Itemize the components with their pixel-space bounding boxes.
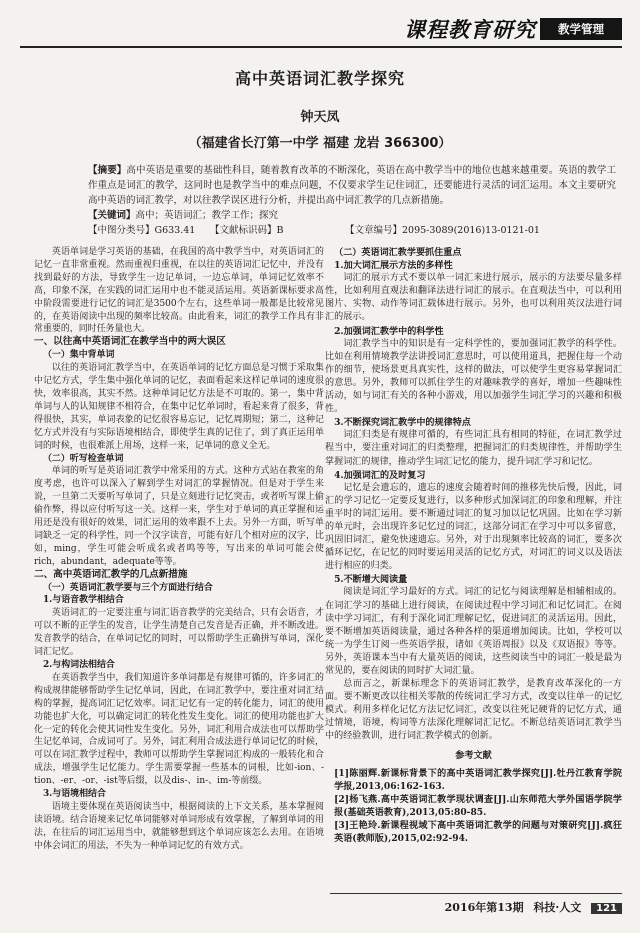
journal-name: 科技·人文 — [533, 901, 582, 914]
body-paragraph: 记忆是会遗忘的，遗忘的速度会随着时间的推移先快后慢，因此，词汇的学习记忆一定要反复进行，以多种形式加深词汇的印象和理解，并注重平时的词汇运用。要不断通过词汇的复习加以记忆巩固。比如在学习新的单元时，会出现许多记忆过的词汇，这部分词汇在学习中可以多留意，巩固旧词汇，避免快速遗忘。另外，对于出现频率比较高的词汇，要多次循环记忆，在记忆的同时要运用灵活的记忆方式，对词汇的词义以及语法进行相应的归类。 — [325, 482, 622, 572]
footer-divider — [330, 893, 622, 894]
page-number: 121 — [591, 903, 622, 914]
body-paragraph: 词汇教学当中的知识是有一定科学性的，要加强词汇教学的科学性。比如在利用情境教学法讲授词汇意思时，可以使用道具，把握住每一个动作的细节，使场景更具真实性，这样的做法，可以使学生更容易掌握词汇的意思。另外，教师可以抓住学生的对趣味教学的喜好，增加一些趣味性活动，如与词汇有关的各种小游戏，用以加强学生词汇学习的兴趣和积极性。 — [325, 338, 622, 415]
reference-item: [2]杨飞燕.高中英语词汇教学现状调查[J].山东师范大学外国语学院学报(基础英语教育),2013,05:80-85. — [334, 793, 622, 818]
keywords-text: 高中；英语词汇；教学工作；探究 — [135, 210, 279, 221]
reference-item: [3]王艳玲.新课程视域下高中英语词汇教学的问题与对策研究[J].疯狂英语(教师版),2015,02:92-94. — [334, 820, 622, 845]
subsection-heading: （一）集中背单词 — [42, 350, 115, 361]
body-paragraph: 词汇的展示方式不要以单一词汇来进行展示，展示的方法要尽量多样性，比如利用直观法和翻译法进行词汇的展示。在直观法当中，可以利用图片、实物、动作等词汇载体进行展示。另外，也可以利用英汉法进行词汇的展示。 — [325, 273, 622, 323]
point-heading: 5.不断增大阅读量 — [334, 574, 408, 586]
body-paragraph: 词汇归类是有规律可循的，有些词汇具有相同的特征，在词汇教学过程当中，要注重对词汇的归类整理，把握词汇的归类规律性，并帮助学生掌握词汇的规律，推动学生词汇记忆的能力，提升词汇学习和记忆。 — [325, 430, 622, 467]
point-heading: 1.与语音教学相结合 — [42, 595, 124, 606]
subsection-heading: （二）英语词汇教学要抓住重点 — [334, 247, 462, 258]
header-divider — [20, 46, 622, 48]
body-paragraph: 语境主要体现在英语阅读当中，根据阅读的上下文关系，基本掌握阅读语境。结合语境来记忆单词能够对单词形成有效掌握，了解到单词的用法，在往后的词汇运用当中，就能够想到这个单词应该怎么去用。在语境中体会词汇的用法，不失为一种单词记忆的有效方式。 — [34, 801, 324, 851]
references-title: 参考文献 — [455, 750, 492, 761]
point-heading: 1.加大词汇展示方法的多样性 — [334, 260, 453, 272]
body-paragraph: 英语词汇的一定要注重与词汇语音教学的完美结合，只有会语音，才可以不断的正学生的发音，让学生清楚自己发音是否正确，并不断改进。发音教学的结合，在单词记忆的同时，可以帮助学生正确拼写单词，深化词汇记忆。 — [34, 608, 324, 658]
point-heading: 4.加强词汇的及时复习 — [334, 469, 426, 481]
page-footer — [330, 899, 622, 915]
article-number: 【文章编号】2095-3089(2016)13-0121-01 — [345, 225, 540, 236]
issue-label: 2016年第13期 — [444, 901, 524, 914]
point-heading: 2.与构词法相结合 — [42, 660, 115, 670]
point-heading: 2.加强词汇教学中的科学性 — [334, 325, 444, 337]
body-paragraph: 阅读是词汇学习最好的方式。词汇的记忆与阅读理解是相辅相成的。在词汇学习的基础上进行阅读，在阅读过程中学习词汇和记忆词汇。在阅读中学习词汇，有利于深化词汇理解记忆，促进词汇的灵活运用。因此，要不断增加英语阅读量，通过各种各样的渠道增加阅读。比如，学校可以统一为学生订阅一些英语学报，诸如《英语周报》以及《双语报》等等。另外，英语课本当中有大量英语的阅读，这些阅读当中的词汇一般是最为常见的，要在阅读的同时扩大词汇量。 — [325, 587, 622, 676]
right-column — [325, 246, 622, 845]
body-paragraph: 总而言之，新课标理念下的英语词汇教学，是教育改革深化的一方面。要不断更改以往相关零散的传统词汇学习方式，改变以往单一的记忆模式。利用多样化记忆方法记忆词汇，改变以往死记硬背的记忆方式，通过情境，语境，构词等方法深化理解词汇记忆。不断总结英语词汇教学当中的经验教训，进行词汇教学模式的创新。 — [325, 679, 622, 742]
subsection-heading: （一）英语词汇教学要与三个方面进行结合 — [42, 582, 213, 593]
left-column — [34, 246, 324, 853]
keywords-label: 【关键词】 — [88, 210, 136, 221]
section-tag: 教学管理 — [540, 18, 622, 40]
clc-number: 【中图分类号】G633.41 — [88, 225, 196, 236]
abstract-label: 【摘要】 — [88, 165, 127, 176]
body-paragraph: 单词的听写是英语词汇教学中常采用的方式。这种方式站在教室的角度考虑，也许可以深入了解到学生对词汇的掌握情况。但是对于学生来说，一旦第二天要听写单词了，只是立刻进行记忆突击，或者听写课上偷偷作弊，得以应付听写这一关。这样一来，学生对于单词的真正掌握和运用还是没有很好的效果，词汇运用的效率跟不上去。另外一方面，听写单词缺乏一定的科学性，同一个汉字读音，可能有好几个相对应的汉字，比如，ming，学生可能会听成名或者鸣等等，写出来的单词可能会使rich，abundant，adequate等等。 — [34, 466, 324, 567]
author-affiliation: （福建省长汀第一中学 福建 龙岩 366300） — [188, 136, 452, 151]
journal-header — [0, 0, 640, 48]
reference-item: [1]陈丽辉.新课标背景下的高中英语词汇教学探究[J].牡丹江教育学院学报,2013,06:162-163. — [334, 767, 622, 792]
point-heading: 3.与语境相结合 — [42, 789, 106, 800]
journal-logo: 课程教育研究 — [404, 17, 536, 42]
article-title: 高中英语词汇教学探究 — [234, 69, 405, 88]
section-heading: 二、高中英语词汇教学的几点新措施 — [34, 568, 188, 580]
body-paragraph: 英语单词是学习英语的基础，在我国的高中教学当中，对英语词汇的记忆一直非常重视。然而重视归重视，在以往的英语词汇记忆中，并没有找到最好的方法，导致学生一边记单词，一边忘单词，单词记忆效率不高，印象不深，在实践的词汇运用中也不能灵活运用。英语新课标要求高中阶段需要进行记忆的词汇是3500个左右，这些单词一般都是比较常见的，在英语阅读中出现的频率比较高。由此看来，词汇的教学工作具有非常重要的，同时任务量也大。 — [34, 247, 324, 335]
subsection-heading: （二）听写检查单词 — [42, 453, 124, 464]
body-paragraph: 在英语教学当中，我们知道许多单词都是有规律可循的，许多词汇的构成规律能够帮助学生记忆单词，因此，在词汇教学中，要注重对词汇结构的掌握，提高词汇记忆效率。词汇记忆有一定的转化能力，词汇的使用功能也扩大化，可以确定词汇的转化性发生变化。词汇的使用功能也扩大化一定的转化会使其词性发生变化。另外，词汇利用合成法也可以帮助学生记忆单词，合成词可了。另外，词汇利用合成法进行单词记忆的时候，可以在词汇教学过程中，教师可以帮助学生掌握词汇构成的一般转化和合成法，增强学生记忆能力。学生需要掌握一些基本的词根，比如-ion、-tion、-er、-or、-ist等后缀，以及dis-、in-、im-等前缀。 — [34, 672, 324, 787]
article-author: 钟天凤 — [300, 110, 340, 125]
keywords-line — [88, 208, 616, 223]
doc-code: 【文献标识码】B — [210, 225, 284, 236]
body-paragraph: 以往的英语词汇教学当中，在英语单词的记忆方面总是习惯于采取集中记忆方式，学生集中强化单词的记忆，表面看起来这样记单词的速度很快，效率很高，其实不然。这种单词记忆方法是不可取的。第一，集中背单词与人的认知规律不相符合，在集中记忆单词时，看起来背了很多，背得很快，其实，单词表象的记忆很容易忘记，记忆周期短；第二，这种记忆方式并没有与实际语境相结合，即使学生真的记住了，到了真正运用单词的时候，也很难派上用场，这样一来，记单词的意义全无。 — [34, 363, 324, 451]
section-heading: 一、以往高中英语词汇在教学当中的两大误区 — [34, 336, 226, 348]
point-heading: 3.不断探究词汇教学中的规律特点 — [334, 417, 471, 429]
abstract-paragraph — [88, 163, 616, 208]
abstract-text: 高中英语是重要的基础性科目，随着教育改革的不断深化，英语在高中教学当中的地位也越来越重要。英语的教学工作重点是词汇的教学，这同时也是教学当中的难点问题，不仅要求学生记住词汇，还要能进行灵活的词汇运用。本文主要研究高中英语的词汇教学，对以往教学误区进行分析，并提出高中词汇教学的几点新措施。 — [88, 165, 616, 206]
abstract-block — [88, 163, 616, 223]
